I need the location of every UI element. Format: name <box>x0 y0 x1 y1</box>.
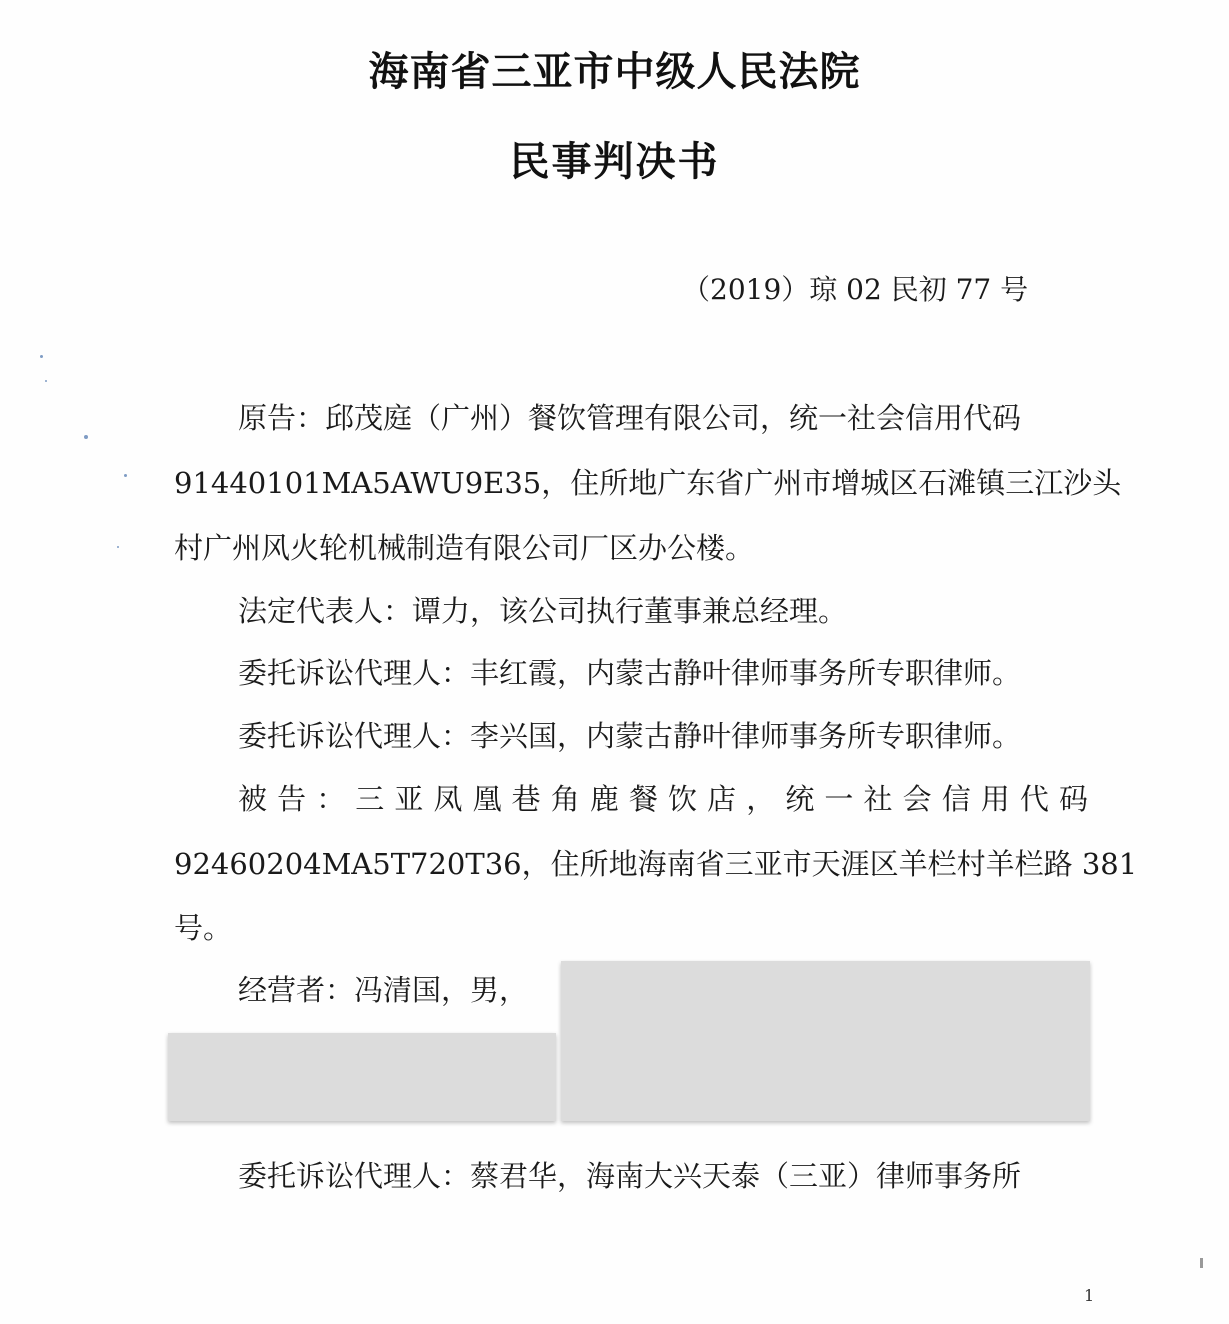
defendant-agent-line: 委托诉讼代理人：蔡君华，海南大兴天泰（三亚）律师事务所 <box>238 1159 1022 1193</box>
redaction-block-left <box>168 1033 556 1121</box>
page-number: 1 <box>1084 1286 1095 1305</box>
redaction-block-right <box>561 961 1090 1121</box>
defendant-line-2: 92460204MA5T720T36，住所地海南省三亚市天涯区羊栏村羊栏路 381 <box>174 847 1138 881</box>
plaintiff-line-2: 91440101MA5AWU9E35，住所地广东省广州市增城区石滩镇三江沙头 <box>174 466 1122 500</box>
document-type: 民事判决书 <box>509 139 720 185</box>
operator-line: 经营者：冯清国，男， <box>238 973 529 1007</box>
plaintiff-line-1: 原告：邱茂庭（广州）餐饮管理有限公司，统一社会信用代码 <box>238 401 1022 435</box>
defendant-line-1: 被告：三亚凤凰巷角鹿餐饮店，统一社会信用代码 <box>238 782 1088 816</box>
scan-speck <box>40 355 43 358</box>
legal-representative-line: 法定代表人：谭力，该公司执行董事兼总经理。 <box>238 594 848 628</box>
plaintiff-agent-line-2: 委托诉讼代理人：李兴国，内蒙古静叶律师事务所专职律师。 <box>238 719 1022 753</box>
case-number: （2019）琼 02 民初 77 号 <box>682 273 1029 306</box>
plaintiff-line-3: 村广州风火轮机械制造有限公司厂区办公楼。 <box>174 531 755 565</box>
scan-speck <box>45 380 47 382</box>
court-name: 海南省三亚市中级人民法院 <box>368 49 861 95</box>
scan-speck <box>124 474 127 477</box>
scan-mark <box>1200 1258 1203 1268</box>
scan-speck <box>84 435 88 439</box>
scan-speck <box>117 546 119 548</box>
plaintiff-agent-line-1: 委托诉讼代理人：丰红霞，内蒙古静叶律师事务所专职律师。 <box>238 656 1022 690</box>
defendant-line-3: 号。 <box>174 911 233 945</box>
